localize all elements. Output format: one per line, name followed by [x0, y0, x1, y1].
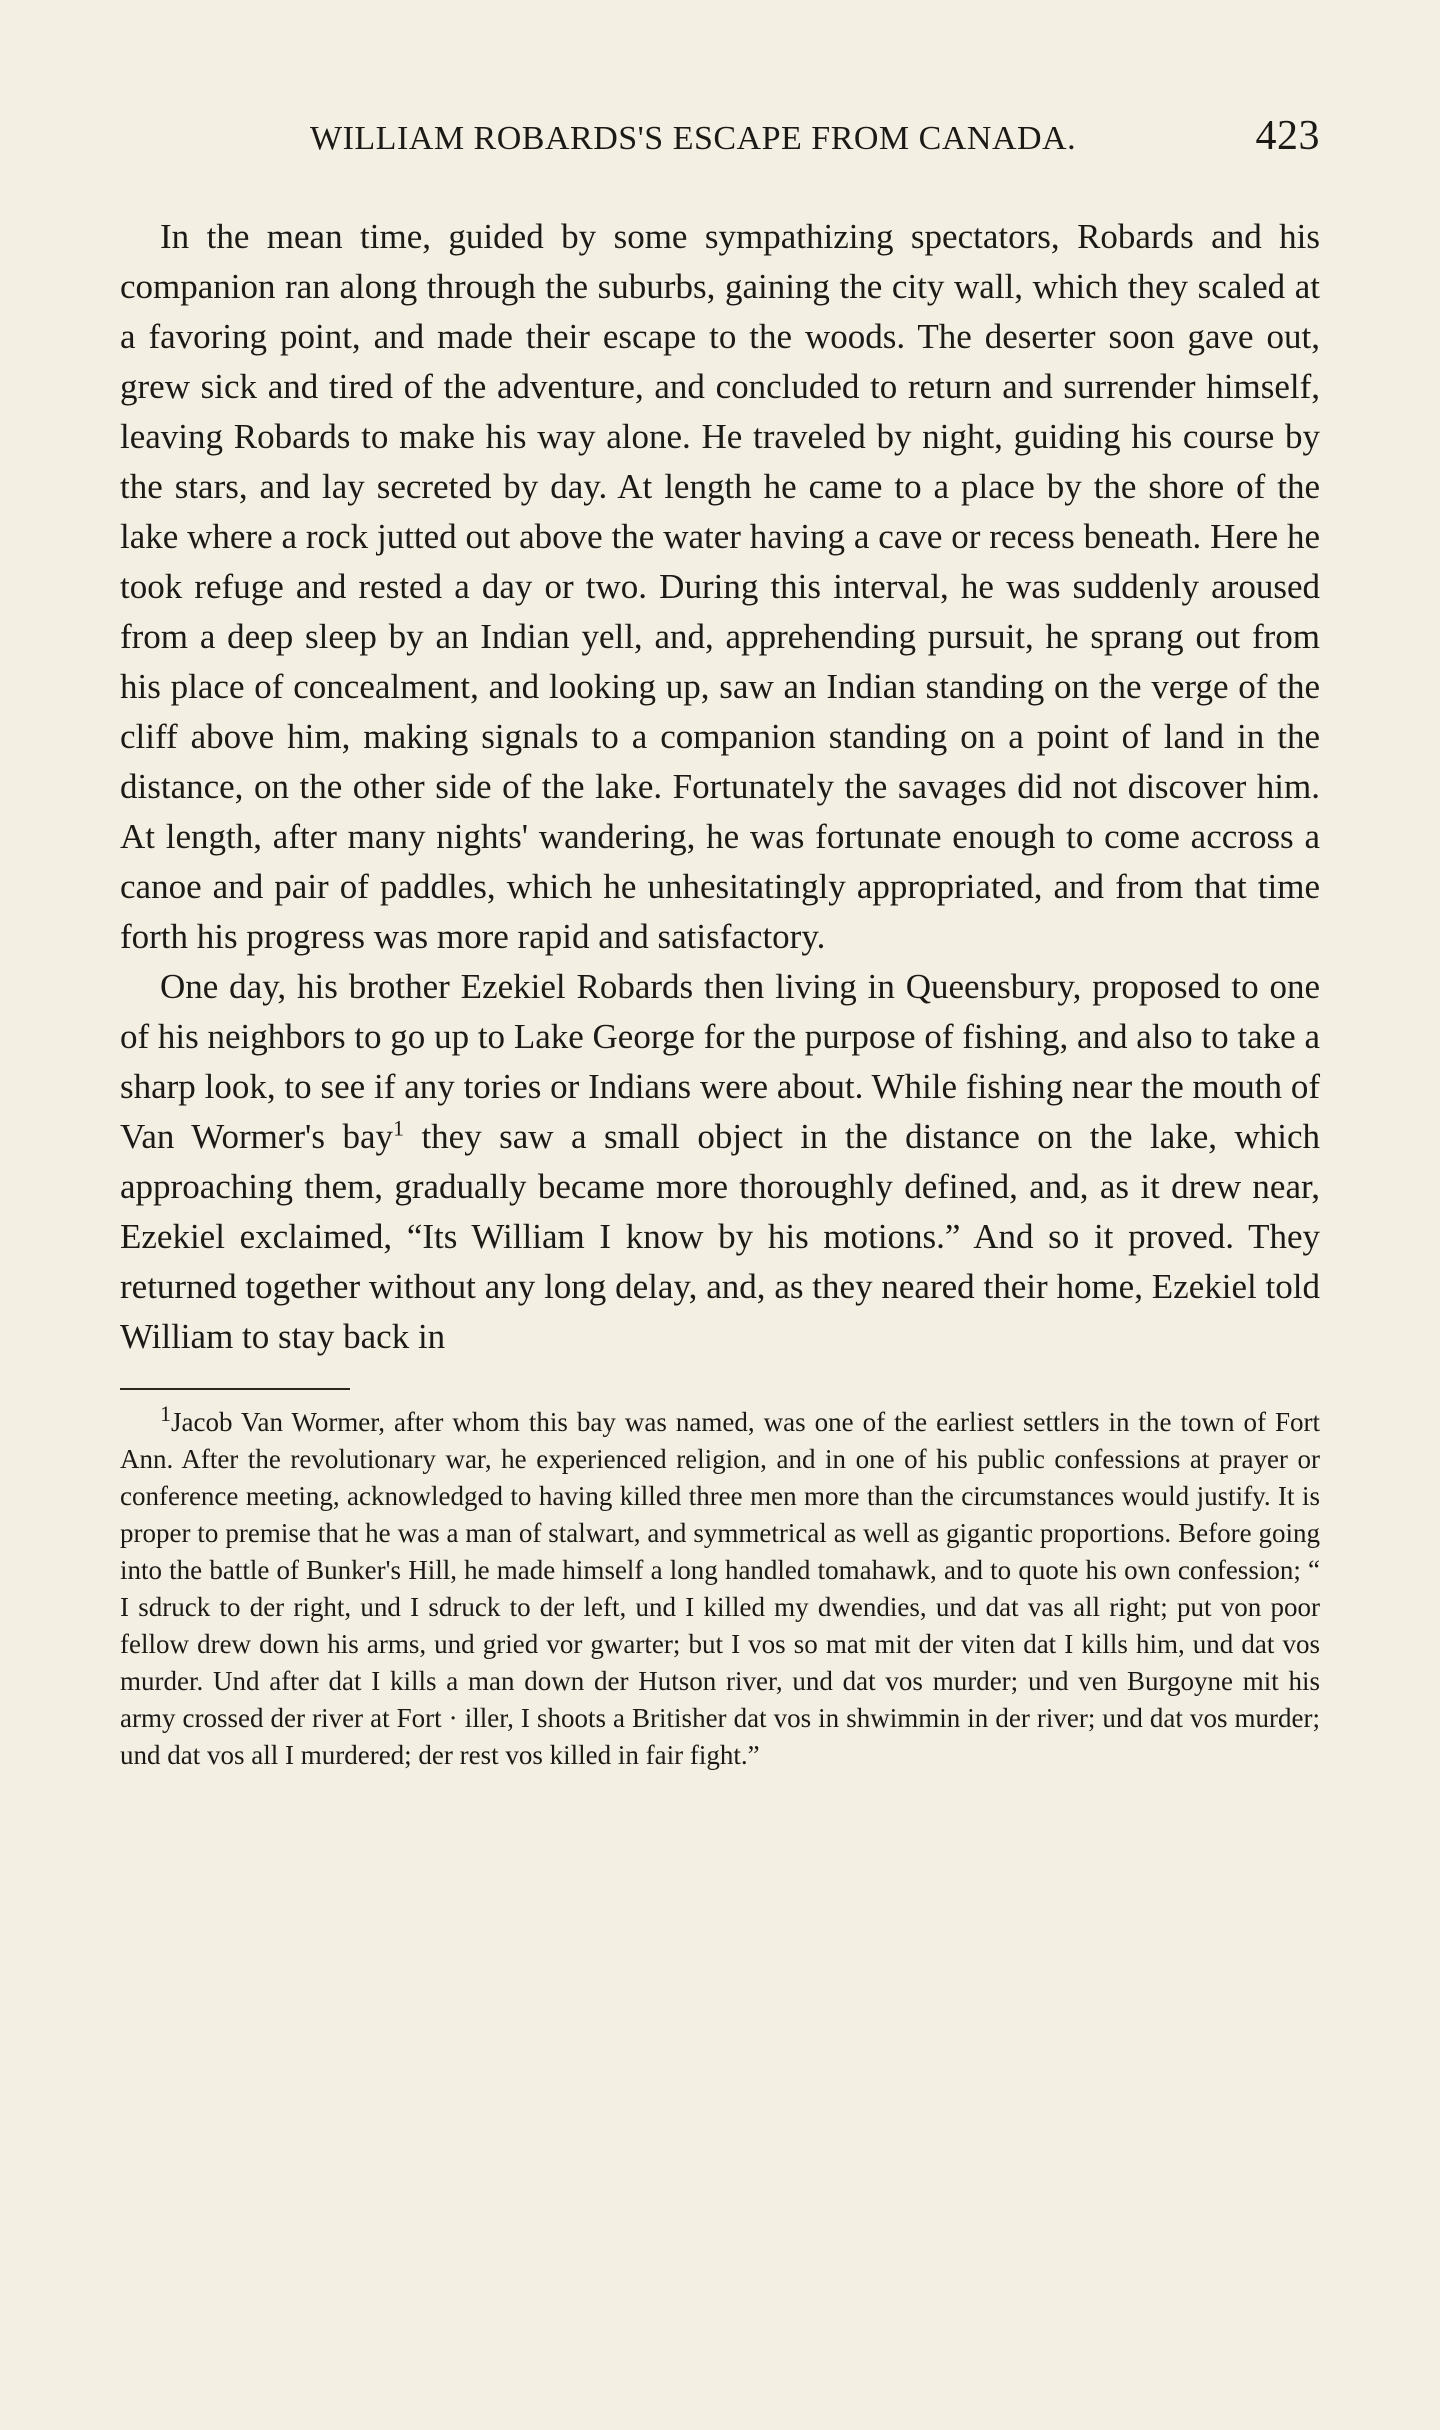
paragraph-2-after-ref: they saw a small object in the distance on the lake, which approaching them, gradually became more thoroughly defined, and, as it drew near, Ezekiel exclaimed, “Its William I know by his motions.” And so it proved. They returned together without any long delay, and, as they neared their home, Ezekiel told William to stay back in [120, 1117, 1321, 1356]
running-title: WILLIAM ROBARDS'S ESCAPE FROM CANADA. [310, 120, 1077, 157]
paragraph-2-before-ref: One day, his brother Ezekiel Robards then living in Queensbury, proposed to one of his neighbors to go up to Lake George for the purpose of fishing, and also to take a sharp look, to see if any tories or Indians were about. While fishing near the mouth of Van Wormer's bay [120, 967, 1320, 1156]
paragraph-2 [120, 962, 1320, 1362]
footnote-divider [120, 1388, 350, 1390]
footnote-marker: 1 [160, 1401, 171, 1426]
body-text [120, 212, 1320, 1362]
book-page [120, 110, 1320, 1774]
footnote-text: Jacob Van Wormer, after whom this bay was named, was one of the earliest settlers in the town of Fort Ann. After the revolutionary war, he experienced religion, and in one of his public confessions at prayer or conference meeting, acknowledged to having killed three men more than the circumstances would justify. It is proper to premise that he was a man of stalwart, and symmetrical as well as gigantic proportions. Before going into the battle of Bunker's Hill, he made himself a long handled tomahawk, and to quote his own confession; “ I sdruck to der right, und I sdruck to der left, und I killed my dwendies, und dat vas all right; put von poor fellow drew down his arms, und gried vor gwarter; but I vos so mat mit der viten dat I kills him, und dat vos murder. Und after dat I kills a man down der Hutson river, und dat vos murder; und ven Burgoyne mit his army crossed der river at Fort · iller, I shoots a Britisher dat vos in shwimmin in der river; und dat vos murder; und dat vos all I murdered; der rest vos killed in fair fight.” [120, 1407, 1320, 1770]
paragraph-1: In the mean time, guided by some sympathizing spectators, Robards and his companion ran along through the suburbs, gaining the city wall, which they scaled at a favoring point, and made their escape to the woods. The deserter soon gave out, grew sick and tired of the adventure, and concluded to return and surrender himself, leaving Robards to make his way alone. He traveled by night, guiding his course by the stars, and lay secreted by day. At length he came to a place by the shore of the lake where a rock jutted out above the water having a cave or recess beneath. Here he took refuge and rested a day or two. During this interval, he was suddenly aroused from a deep sleep by an Indian yell, and, apprehending pursuit, he sprang out from his place of concealment, and looking up, saw an Indian standing on the verge of the cliff above him, making signals to a companion standing on a point of land in the distance, on the other side of the lake. Fortunately the savages did not discover him. At length, after many nights' wandering, he was fortunate enough to come accross a canoe and pair of paddles, which he unhesitatingly appropriated, and from that time forth his progress was more rapid and satisfactory. [120, 217, 1320, 956]
footnote [120, 1401, 1320, 1774]
page-number: 423 [1255, 113, 1320, 159]
running-head [120, 110, 1320, 180]
footnote-reference: 1 [392, 1115, 404, 1141]
footnote-paragraph [120, 1401, 1320, 1774]
